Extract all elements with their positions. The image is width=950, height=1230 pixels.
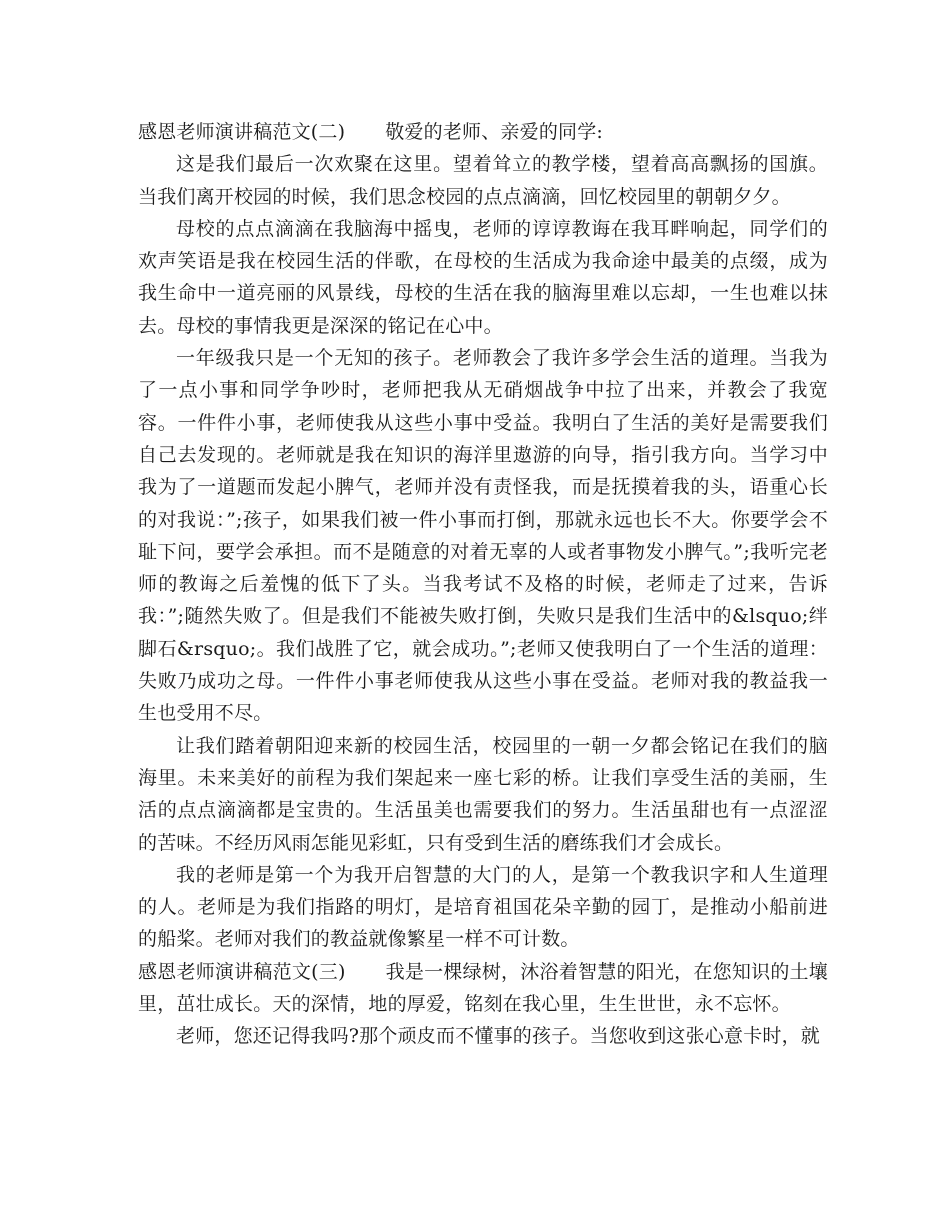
paragraph-heading-2	[138, 116, 828, 148]
paragraph-text: 敬爱的老师、亲爱的同学:	[385, 121, 604, 143]
paragraph-heading-3	[138, 956, 828, 1021]
paragraph: 老师，您还记得我吗?那个顽皮而不懂事的孩子。当您收到这张心意卡时，就	[176, 1025, 820, 1048]
paragraph-text: 我是一棵绿树，沐浴着智慧的阳光，在您知识的土壤里，茁壮成长。天的深情，地的厚爱，铭刻在我心里，生生世世，永不忘怀。	[138, 960, 828, 1016]
section-heading: 感恩老师演讲稿范文(三)	[138, 960, 346, 983]
paragraph: 这是我们最后一次欢聚在这里。望着耸立的教学楼，望着高高飘扬的国旗。当我们离开校园的时候，我们思念校园的点点滴滴，回忆校园里的朝朝夕夕。	[138, 153, 828, 208]
paragraph: 我的老师是第一个为我开启智慧的大门的人，是第一个教我识字和人生道理的人。老师是为我们指路的明灯，是培育祖国花朵辛勤的园丁，是推动小船前进的船桨。老师对我们的教益就像繁星一样不可计数。	[138, 863, 828, 951]
document-body	[138, 116, 828, 1053]
paragraph: 母校的点点滴滴在我脑海中摇曳，老师的谆谆教诲在我耳畔响起，同学们的欢声笑语是我在校园生活的伴歌，在母校的生活成为我命途中最美的点缀，成为我生命中一道亮丽的风景线，母校的生活在我的脑海里难以忘却，一生也难以抹去。母校的事情我更是深深的铭记在心中。	[138, 217, 828, 337]
paragraph: 一年级我只是一个无知的孩子。老师教会了我许多学会生活的道理。当我为了一点小事和同学争吵时，老师把我从无硝烟战争中拉了出来，并教会了我宽容。一件件小事，老师使我从这些小事中受益。我明白了生活的美好是需要我们自己去发现的。老师就是我在知识的海洋里遨游的向导，指引我方向。当学习中我为了一道题而发起小脾气，老师并没有责怪我，而是抚摸着我的头，语重心长的对我说：”;孩子，如果我们被一件小事而打倒，那就永远也长不大。你要学会不耻下问，要学会承担。而不是随意的对着无辜的人或者事物发小脾气。”;我听完老师的教诲之后羞愧的低下了头。当我考试不及格的时候，老师走了过来，告诉我：”;随然失败了。但是我们不能被失败打倒，失败只是我们生活中的&lsquo;绊脚石&rsquo;。我们战胜了它，就会成功。”;老师又使我明白了一个生活的道理：失败乃成功之母。一件件小事老师使我从这些小事在受益。老师对我的教益我一生也受用不尽。	[138, 347, 828, 725]
section-heading: 感恩老师演讲稿范文(二)	[138, 121, 346, 143]
paragraph: 让我们踏着朝阳迎来新的校园生活，校园里的一朝一夕都会铭记在我们的脑海里。未来美好的前程为我们架起来一座七彩的桥。让我们享受生活的美丽，生活的点点滴滴都是宝贵的。生活虽美也需要我们的努力。生活虽甜也有一点涩涩的苦味。不经历风雨怎能见彩虹，只有受到生活的磨练我们才会成长。	[138, 734, 828, 854]
